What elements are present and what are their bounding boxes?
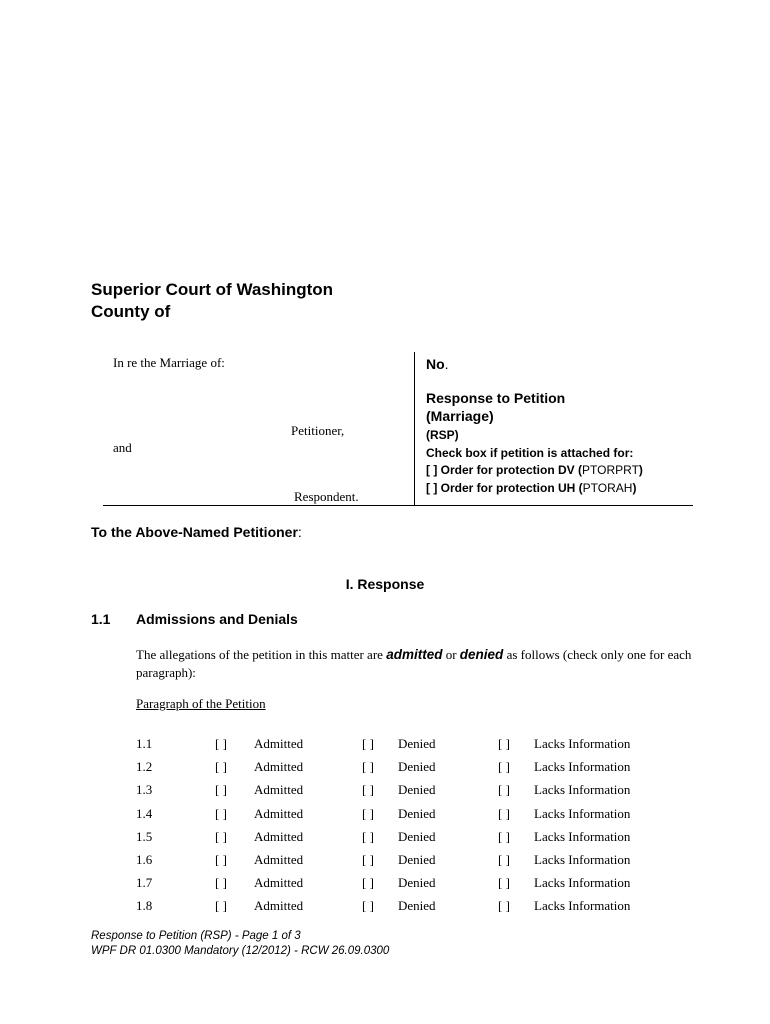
admitted-label: Admitted — [254, 875, 304, 891]
denied-label: Denied — [398, 828, 436, 844]
addressee-line — [91, 524, 302, 540]
admitted-checkbox[interactable]: [ ] — [215, 736, 227, 751]
denied-label: Denied — [398, 805, 436, 821]
admitted-label: Admitted — [254, 759, 304, 775]
response-row — [0, 829, 770, 852]
dv-option-code: PTORPRT — [582, 463, 639, 477]
paragraph-number: 1.5 — [136, 828, 153, 844]
uh-option-text: [ ] Order for protection UH ( — [426, 480, 583, 495]
section-heading: I. Response — [345, 576, 425, 592]
denied-checkbox[interactable]: [ ] — [362, 759, 374, 775]
response-row — [0, 898, 770, 921]
admitted-label: Admitted — [254, 805, 304, 821]
denied-checkbox[interactable]: [ ] — [362, 782, 374, 798]
lacks-info-checkbox[interactable]: [ ] — [498, 736, 510, 751]
lacks-info-label: Lacks Information — [534, 875, 631, 891]
uh-option-code: PTORAH — [582, 480, 633, 495]
court-title — [91, 279, 333, 323]
case-number-label: No — [426, 356, 445, 372]
lacks-info-checkbox[interactable]: [ ] — [498, 898, 510, 914]
lacks-info-label: Lacks Information — [534, 782, 631, 798]
admitted-label: Admitted — [254, 828, 304, 844]
document-title-line2: (Marriage) — [426, 408, 494, 424]
paragraph-column-label: Paragraph of the Petition — [136, 696, 266, 711]
paragraph-number: 1.4 — [136, 805, 153, 821]
addressee-text: To the Above-Named Petitioner — [91, 524, 298, 540]
denied-label: Denied — [398, 875, 436, 891]
document-title-line1: Response to Petition — [426, 390, 566, 406]
respondent-label: Respondent. — [294, 489, 359, 504]
paragraph-number: 1.6 — [136, 851, 153, 867]
lacks-info-label: Lacks Information — [534, 805, 631, 821]
addressee-colon: : — [297, 524, 302, 540]
dv-option-close: ) — [638, 463, 643, 477]
dv-protection-option[interactable] — [426, 462, 643, 480]
lacks-info-label: Lacks Information — [534, 759, 631, 775]
intro-paragraph — [136, 646, 696, 682]
denied-label: Denied — [398, 782, 436, 798]
response-row — [0, 782, 770, 805]
denied-label: Denied — [398, 851, 436, 867]
lacks-info-checkbox[interactable]: [ ] — [498, 805, 510, 821]
lacks-info-checkbox[interactable]: [ ] — [498, 875, 510, 891]
admitted-checkbox[interactable]: [ ] — [215, 875, 227, 891]
intro-admitted: admitted — [386, 647, 443, 662]
denied-checkbox[interactable]: [ ] — [362, 851, 374, 867]
paragraph-number: 1.3 — [136, 782, 153, 798]
admitted-label: Admitted — [254, 851, 304, 867]
paragraph-number: 1.1 — [136, 736, 153, 751]
intro-or: or — [442, 647, 460, 662]
document-code: (RSP) — [426, 428, 459, 442]
in-re-label: In re the Marriage of: — [113, 355, 225, 370]
lacks-info-label: Lacks Information — [534, 898, 631, 914]
response-row — [0, 759, 770, 782]
admitted-checkbox[interactable]: [ ] — [215, 851, 227, 867]
footer-form-info: WPF DR 01.0300 Mandatory (12/2012) - RCW 26.09.0300 — [91, 945, 390, 957]
uh-protection-option[interactable] — [426, 480, 643, 498]
admitted-label: Admitted — [254, 782, 304, 798]
response-row — [0, 736, 770, 759]
footer-page-info: Response to Petition (RSP) - Page 1 of 3 — [91, 930, 301, 942]
lacks-info-checkbox[interactable]: [ ] — [498, 851, 510, 867]
denied-checkbox[interactable]: [ ] — [362, 875, 374, 891]
paragraph-number: 1.2 — [136, 759, 153, 775]
case-number-dot: . — [444, 356, 449, 372]
and-label: and — [113, 440, 132, 455]
dv-option-text: [ ] Order for protection DV ( — [426, 463, 582, 477]
lacks-info-label: Lacks Information — [534, 828, 631, 844]
petitioner-label: Petitioner, — [291, 423, 345, 438]
case-number — [426, 356, 449, 372]
county-line: County of — [91, 302, 171, 321]
admitted-label: Admitted — [254, 736, 304, 751]
lacks-info-label: Lacks Information — [534, 736, 631, 751]
denied-checkbox[interactable]: [ ] — [362, 736, 374, 751]
court-name: Superior Court of Washington — [91, 280, 334, 299]
intro-denied: denied — [459, 647, 504, 662]
caption-left-box — [103, 352, 415, 506]
subsection-number: 1.1 — [91, 611, 111, 627]
admitted-label: Admitted — [254, 898, 304, 914]
page-footer — [91, 929, 389, 959]
response-row — [0, 852, 770, 875]
response-rows — [0, 736, 770, 922]
intro-part1: The allegations of the petition in this matter are — [136, 647, 387, 662]
admitted-checkbox[interactable]: [ ] — [215, 759, 227, 775]
denied-checkbox[interactable]: [ ] — [362, 828, 374, 844]
denied-label: Denied — [398, 898, 436, 914]
lacks-info-checkbox[interactable]: [ ] — [498, 759, 510, 775]
admitted-checkbox[interactable]: [ ] — [215, 805, 227, 821]
lacks-info-checkbox[interactable]: [ ] — [498, 782, 510, 798]
subsection-title: Admissions and Denials — [136, 611, 298, 627]
admitted-checkbox[interactable]: [ ] — [215, 782, 227, 798]
admitted-checkbox[interactable]: [ ] — [215, 898, 227, 914]
denied-checkbox[interactable]: [ ] — [362, 805, 374, 821]
check-box-instruction: Check box if petition is attached for: — [426, 445, 634, 460]
denied-checkbox[interactable]: [ ] — [362, 898, 374, 914]
denied-label: Denied — [398, 736, 436, 751]
paragraph-number: 1.7 — [136, 875, 153, 891]
lacks-info-checkbox[interactable]: [ ] — [498, 828, 510, 844]
denied-label: Denied — [398, 759, 436, 775]
intro-part2: as follows (check only one for each paragraph): — [136, 647, 692, 680]
response-row — [0, 875, 770, 898]
document-code-block — [426, 427, 643, 497]
paragraph-number: 1.8 — [136, 898, 153, 914]
uh-option-close: ) — [632, 480, 637, 495]
document-title — [426, 389, 565, 425]
response-row — [0, 806, 770, 829]
lacks-info-label: Lacks Information — [534, 851, 631, 867]
admitted-checkbox[interactable]: [ ] — [215, 828, 227, 844]
